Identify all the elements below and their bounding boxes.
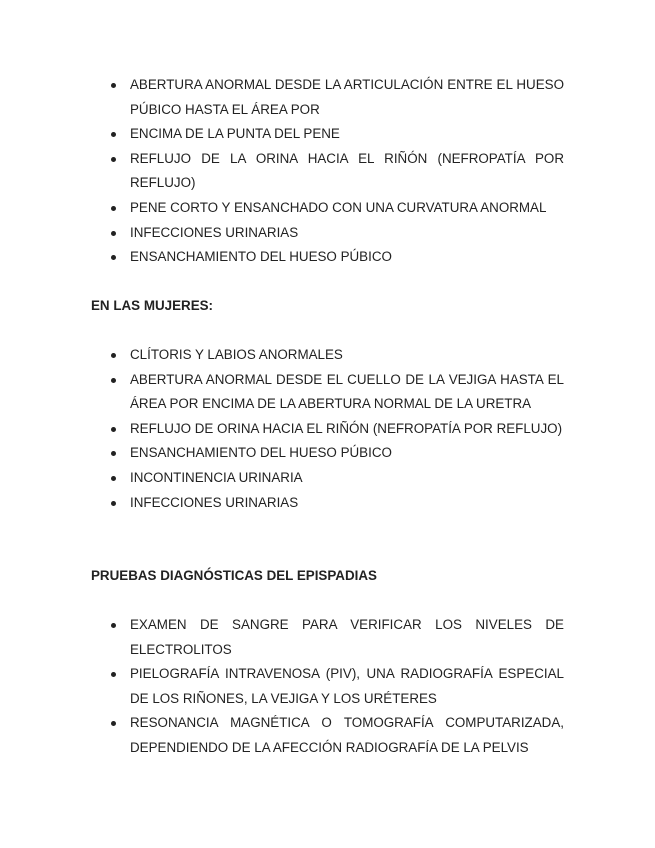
list-item: ENSANCHAMIENTO DEL HUESO PÚBICO (130, 441, 564, 466)
list-item: ABERTURA ANORMAL DESDE LA ARTICULACIÓN ENTRE EL HUESO PÚBICO HASTA EL ÁREA POR (130, 73, 564, 122)
list-item: REFLUJO DE ORINA HACIA EL RIÑÓN (NEFROPATÍA POR REFLUJO) (130, 417, 564, 442)
symptoms-women-list (130, 343, 564, 515)
list-item: CLÍTORIS Y LABIOS ANORMALES (130, 343, 564, 368)
diagnostic-tests-list (130, 613, 564, 761)
list-item: INFECCIONES URINARIAS (130, 491, 564, 516)
section-heading-diagnostic-tests: PRUEBAS DIAGNÓSTICAS DEL EPISPADIAS (91, 568, 377, 583)
list-item: INCONTINENCIA URINARIA (130, 466, 564, 491)
list-item: ABERTURA ANORMAL DESDE EL CUELLO DE LA VEJIGA HASTA EL ÁREA POR ENCIMA DE LA ABERTURA NORMAL DE LA URETRA (130, 368, 564, 417)
list-item: RESONANCIA MAGNÉTICA O TOMOGRAFÍA COMPUTARIZADA, DEPENDIENDO DE LA AFECCIÓN RADIOGRAFÍA DE LA PELVIS (130, 711, 564, 760)
list-item: REFLUJO DE LA ORINA HACIA EL RIÑÓN (NEFROPATÍA POR REFLUJO) (130, 147, 564, 196)
list-item: INFECCIONES URINARIAS (130, 221, 564, 246)
list-item: ENCIMA DE LA PUNTA DEL PENE (130, 122, 564, 147)
symptoms-men-list (130, 73, 564, 270)
list-item: ENSANCHAMIENTO DEL HUESO PÚBICO (130, 245, 564, 270)
section-heading-women: EN LAS MUJERES: (91, 298, 214, 313)
list-item: EXAMEN DE SANGRE PARA VERIFICAR LOS NIVELES DE ELECTROLITOS (130, 613, 564, 662)
list-item: PIELOGRAFÍA INTRAVENOSA (PIV), UNA RADIOGRAFÍA ESPECIAL DE LOS RIÑONES, LA VEJIGA Y LOS URÉTERES (130, 662, 564, 711)
list-item: PENE CORTO Y ENSANCHADO CON UNA CURVATURA ANORMAL (130, 196, 564, 221)
